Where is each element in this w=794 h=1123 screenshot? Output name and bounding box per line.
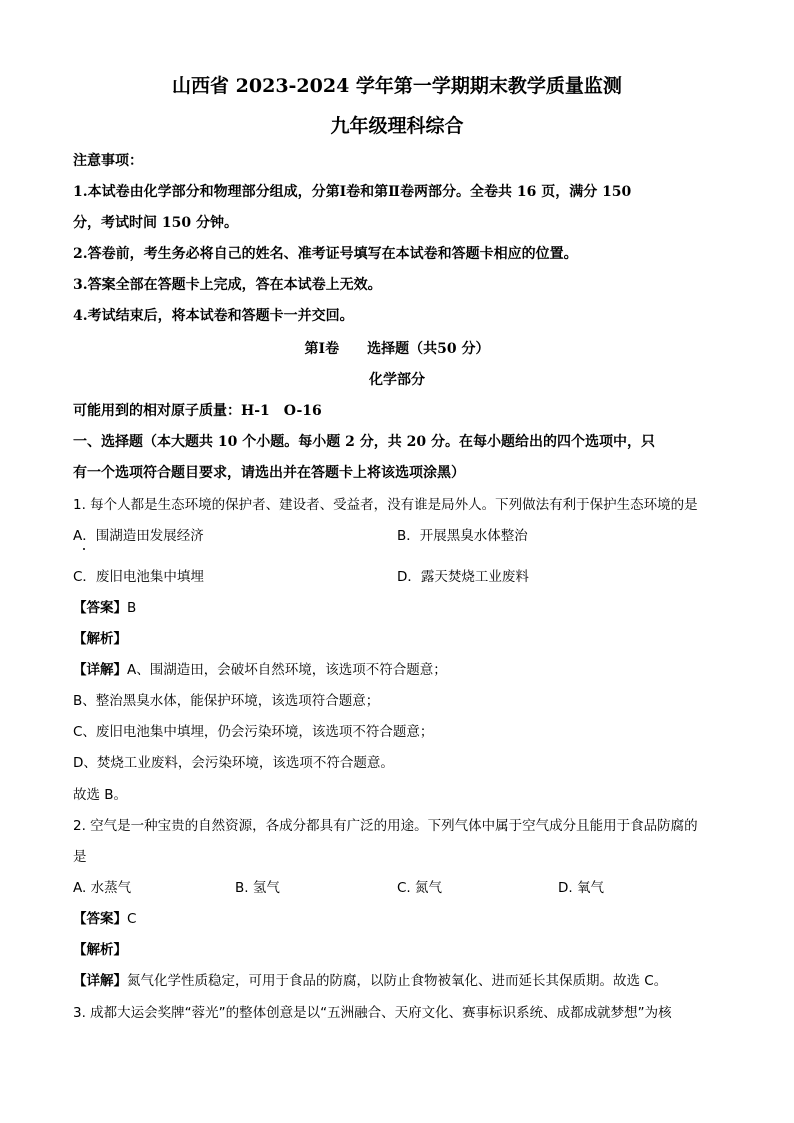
q1-option-a: A．围湖造田发展经济: [73, 528, 204, 544]
q2-answer-line: [73, 910, 136, 928]
q2-detail: 氮气化学性质稳定，可用于食品的防腐，以防止食物被氧化、进而延长其保质期。故选 C。: [127, 973, 668, 989]
section-instruction-a: 一、选择题（本大题共 10 个小题。每小题 2 分，共 20 分。在每小题给出的四个选项中，只: [73, 434, 655, 450]
note-item-1a: 1.本试卷由化学部分和物理部分组成，分第Ⅰ卷和第Ⅱ卷两部分。全卷共 16 页，满分 150: [73, 184, 632, 200]
q1-analysis-tag: 【解析】: [73, 631, 127, 647]
notes-heading: 注意事项：: [73, 153, 143, 169]
q1-answer-line: [73, 599, 136, 617]
q2-analysis-tag: 【解析】: [73, 942, 127, 958]
q1-option-d: D．露天焚烧工业废料: [397, 569, 529, 585]
subject-heading: 化学部分: [369, 372, 425, 388]
detail-tag: 【详解】: [73, 662, 127, 678]
q1-detail-d: D、焚烧工业废料，会污染环境，该选项不符合题意。: [73, 755, 394, 771]
section-instruction-b: 有一个选项符合题目要求，请选出并在答题卡上将该选项涂黑）: [73, 465, 465, 481]
note-item-3: 3.答案全部在答题卡上完成，答在本试卷上无效。: [73, 277, 382, 293]
q3-stem: 3. 成都大运会奖牌“蓉光”的整体创意是以“五洲融合、天府文化、赛事标识系统、成都成就梦想”为核: [73, 1005, 672, 1021]
page-subtitle: 九年级理科综合: [330, 115, 464, 137]
q2-option-b: B. 氢气: [235, 880, 280, 896]
q1-detail-a-line: [73, 661, 447, 679]
q2-option-c: C. 氮气: [397, 880, 443, 896]
q2-option-a: A. 水蒸气: [73, 880, 132, 896]
answer-tag: 【答案】: [73, 911, 127, 927]
q2-stem-a: 2. 空气是一种宝贵的自然资源，各成分都具有广泛的用途。下列气体中属于空气成分且能用于食品防腐的: [73, 818, 698, 834]
part-heading: 第Ⅰ卷 选择题（共50 分）: [304, 341, 490, 357]
q1-option-b: B．开展黑臭水体整治: [397, 528, 528, 544]
detail-tag: 【详解】: [73, 973, 127, 989]
q1-conclusion: 故选 B。: [73, 787, 128, 803]
q1-detail-a: A、围湖造田，会破坏自然环境，该选项不符合题意；: [127, 662, 447, 678]
q1-detail-c: C、废旧电池集中填埋，仍会污染环境，该选项不符合题意；: [73, 724, 434, 740]
page-title: 山西省 2023-2024 学年第一学期期末教学质量监测: [172, 75, 622, 97]
q2-answer: C: [127, 911, 137, 927]
q1-answer: B: [127, 600, 137, 616]
stray-dot: [83, 548, 85, 550]
answer-tag: 【答案】: [73, 600, 127, 616]
atomic-mass-note: 可能用到的相对原子质量：H-1 O-16: [73, 403, 322, 419]
note-item-4: 4.考试结束后，将本试卷和答题卡一并交回。: [73, 308, 354, 324]
q2-stem-b: 是: [73, 849, 87, 865]
q1-detail-b: B、整治黑臭水体，能保护环境，该选项符合题意；: [73, 693, 380, 709]
q2-detail-line: [73, 972, 667, 990]
note-item-2: 2.答卷前，考生务必将自己的姓名、准考证号填写在本试卷和答题卡相应的位置。: [73, 246, 578, 262]
note-item-1b: 分，考试时间 150 分钟。: [73, 215, 238, 231]
q1-stem: 1. 每个人都是生态环境的保护者、建设者、受益者，没有谁是局外人。下列做法有利于保护生态环境的是: [73, 497, 698, 513]
q2-option-d: D. 氧气: [558, 880, 604, 896]
q1-option-c: C．废旧电池集中填埋: [73, 569, 204, 585]
